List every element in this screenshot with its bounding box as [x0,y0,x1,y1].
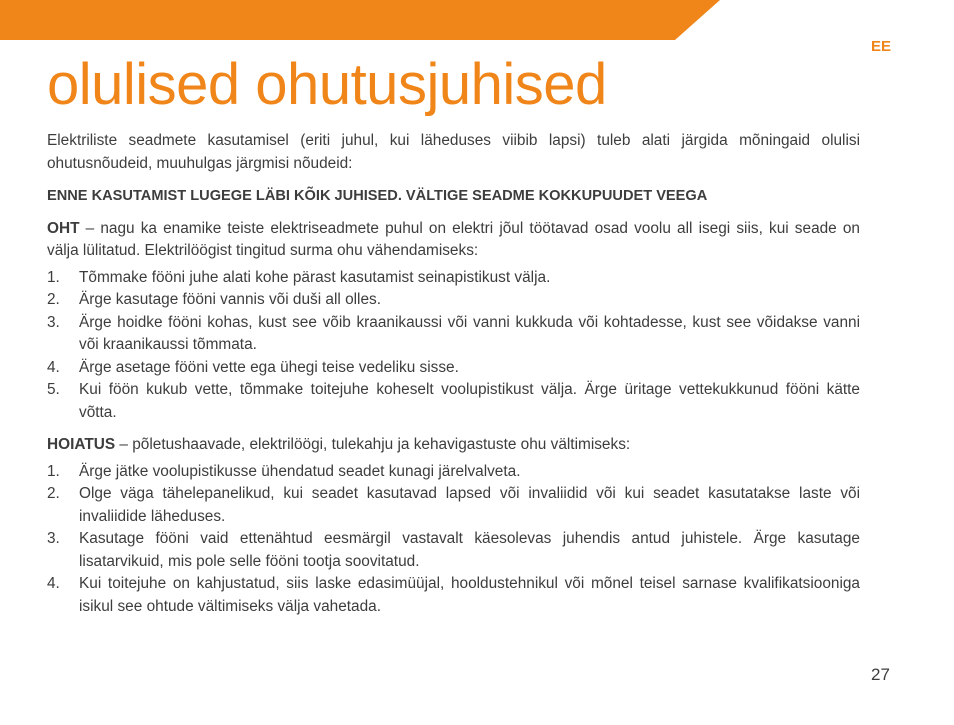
list-item-text: Ärge kasutage fööni vannis või duši all olles. [79,291,382,308]
list-item [47,528,860,573]
list-item [47,312,860,357]
list-item [47,461,860,484]
safety-content [47,130,860,628]
list-item-text: Kasutage fööni vaid ettenähtud eesmärgil vastavalt käesolevas juhendis antud juhistele. Ärge kasutage lisatarvikuid, mis pole selle fööni tootja soovitatud. [79,530,860,570]
hoiatus-paragraph [47,434,860,457]
list-item-number: 1. [47,268,60,286]
list-item-number: 3. [47,530,60,547]
list-item-text: Ärge asetage fööni vette ega ühegi teise vedeliku sisse. [79,358,459,376]
hoiatus-list [47,461,860,619]
list-item-number: 4. [47,575,60,592]
list-item [47,267,860,290]
list-item [47,357,860,380]
oht-label: OHT [47,219,80,237]
list-item-number: 2. [47,485,60,502]
list-item-text: Kui toitejuhe on kahjustatud, siis laske edasimüüjal, hooldustehnikul või mõnel teisel sarnase kvalifikatsiooniga isikul see ohtude vältimiseks välja vahetada. [79,575,860,615]
list-item-number: 3. [47,313,60,331]
intro-paragraph: Elektriliste seadmete kasutamisel (eriti juhul, kui läheduses viibib lapsi) tuleb alati järgida mõningaid olulisi ohutusnõudeid, muuhulgas järgmisi nõudeid: [47,132,860,172]
page-number: 27 [871,665,890,684]
list-item-text: Ärge jätke voolupistikusse ühendatud seadet kunagi järelvalveta. [79,462,521,480]
list-item [47,573,860,618]
header-accent-bar [0,0,720,40]
warning-caps-heading: ENNE KASUTAMIST LUGEGE LÄBI KÕIK JUHISED. VÄLTIGE SEADME KOKKUPUUDET VEEGA [47,188,708,204]
oht-text: – nagu ka enamike teiste elektriseadmete puhul on elektri jõul töötavad osad voolu all isegi siis, kui seade on välja lülitatud. Elektrilöögist tingitud surma ohu vähendamiseks: [47,219,860,259]
list-item-text: Olge väga tähelepanelikud, kui seadet kasutavad lapsed või invaliidid või kui seadet kasutatakse laste või invaliidide läheduses. [79,485,860,525]
hoiatus-label: HOIATUS [47,436,116,453]
list-item-number: 4. [47,358,60,376]
list-item [47,379,860,424]
oht-paragraph [47,218,860,263]
hoiatus-text: – põletushaavade, elektrilöögi, tulekahju ja kehavigastuste ohu vältimiseks: [115,436,631,453]
page-title: olulised ohutusjuhised [47,52,607,117]
list-item-number: 5. [47,381,60,398]
list-item-number: 2. [47,291,60,308]
oht-list [47,267,860,425]
list-item-text: Tõmmake fööni juhe alati kohe pärast kasutamist seinapistikust välja. [79,268,551,286]
language-code: EE [871,38,892,55]
list-item-text: Kui föön kukub vette, tõmmake toitejuhe koheselt voolupistikust välja. Ärge üritage vettekukkunud fööni kätte võtta. [79,381,860,421]
list-item-number: 1. [47,462,60,480]
list-item [47,483,860,528]
list-item [47,289,860,312]
list-item-text: Ärge hoidke fööni kohas, kust see võib kraanikaussi või vanni kukkuda või kohtadesse, kust see võidakse vanni või kraanikaussi tõmmata. [79,313,860,353]
